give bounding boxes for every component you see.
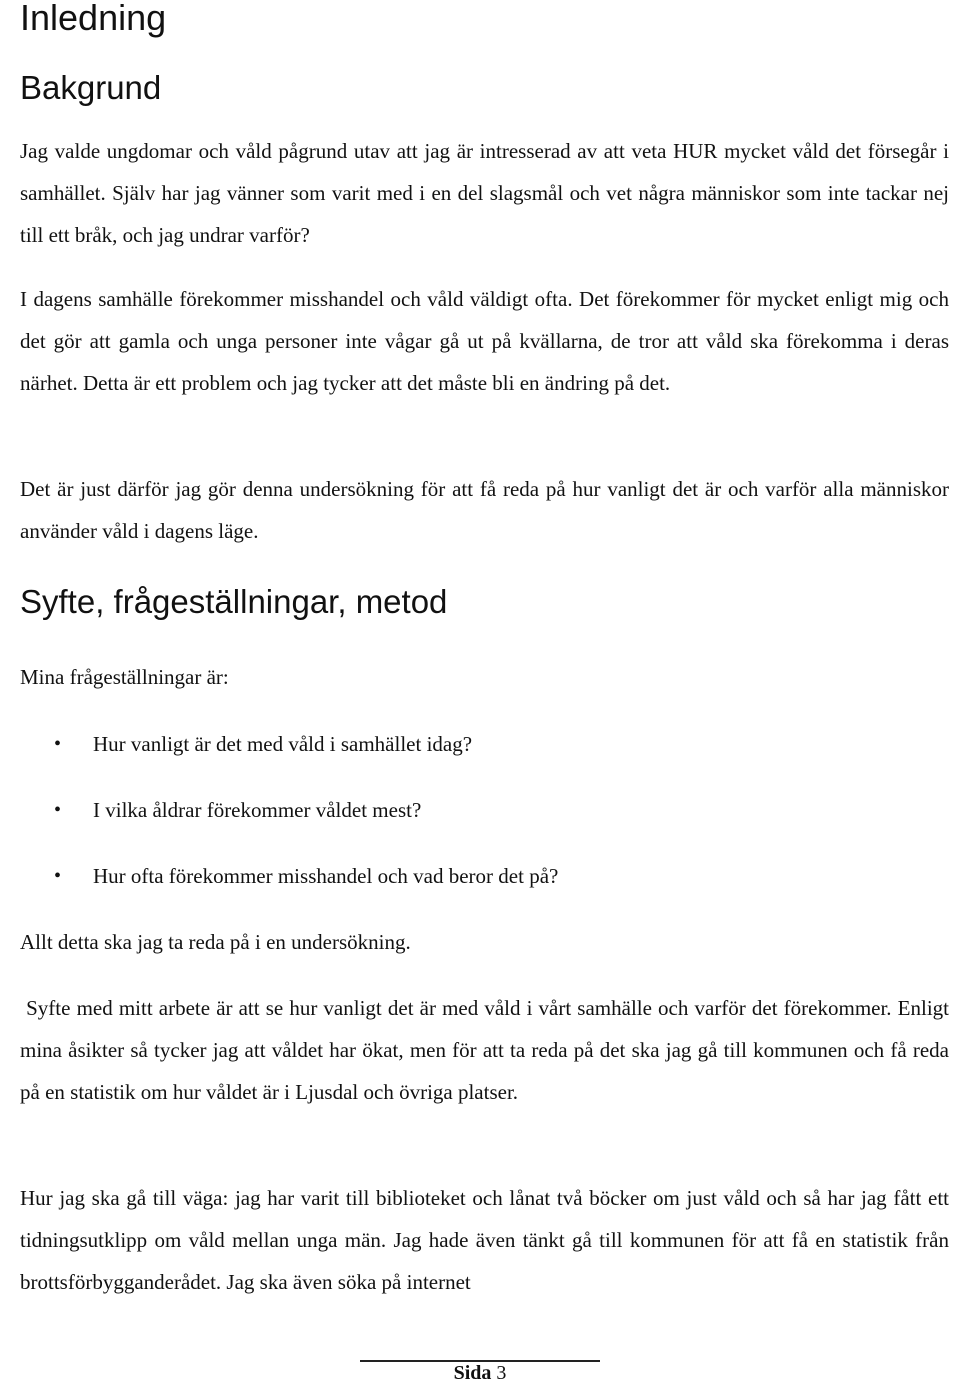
section-heading-bakgrund: Bakgrund [20, 69, 162, 106]
bullet-icon: • [54, 865, 62, 887]
question-text: Hur vanligt är det med våld i samhället idag? [93, 732, 473, 756]
section-heading-syfte: Syfte, frågeställningar, metod [20, 583, 448, 620]
paragraph-syfte-3: Hur jag ska gå till väga: jag har varit till biblioteket och lånat två böcker om just våld och så har jag fått ett tidningsutklipp om våld mellan unga män. Jag hade även tänkt gå till kommunen för att få en statistik från brottsförbygganderådet. Jag ska även söka på internet [20, 1186, 949, 1294]
bullet-icon: • [54, 799, 62, 821]
questions-intro: Mina frågeställningar är: [20, 665, 229, 689]
paragraph-bakgrund-1: Jag valde ungdomar och våld pågrund utav att jag är intresserad av att veta HUR mycket våld det försegår i samhället. Själv har jag vänner som varit med i en del slagsmål och vet några människor som inte tackar nej till ett bråk, och jag undrar varför? [20, 139, 949, 247]
list-item [20, 722, 949, 788]
footer-page-number: 3 [496, 1362, 507, 1384]
list-item [20, 854, 949, 920]
paragraph-syfte-1: Allt detta ska jag ta reda på i en undersökning. [20, 930, 411, 954]
paragraph-syfte-2: Syfte med mitt arbete är att se hur vanligt det är med våld i vårt samhälle och varför det förekommer. Enligt mina åsikter så tycker jag att våldet har ökat, men för att ta reda på det ska jag gå till kommunen och få reda på en statistik om hur våldet är i Ljusdal och övriga platser. [20, 996, 955, 1104]
page-footer [0, 1361, 960, 1385]
questions-list [20, 722, 949, 920]
paragraph-bakgrund-2: I dagens samhälle förekommer misshandel och våld väldigt ofta. Det förekommer för mycket enligt mig och det gör att gamla och unga personer inte vågar gå ut på kvällarna, de tror att våld ska förekomma i deras närhet. Detta är ett problem och jag tycker att det måste bli en ändring på det. [20, 287, 949, 395]
question-text: I vilka åldrar förekommer våldet mest? [93, 798, 422, 822]
bullet-icon: • [54, 733, 62, 755]
question-text: Hur ofta förekommer misshandel och vad beror det på? [93, 864, 559, 888]
footer-page-label: Sida [453, 1362, 492, 1384]
paragraph-bakgrund-3: Det är just därför jag gör denna undersökning för att få reda på hur vanligt det är och varför alla människor använder våld i dagens läge. [20, 477, 949, 543]
list-item [20, 788, 949, 854]
page-title: Inledning [20, 0, 167, 38]
